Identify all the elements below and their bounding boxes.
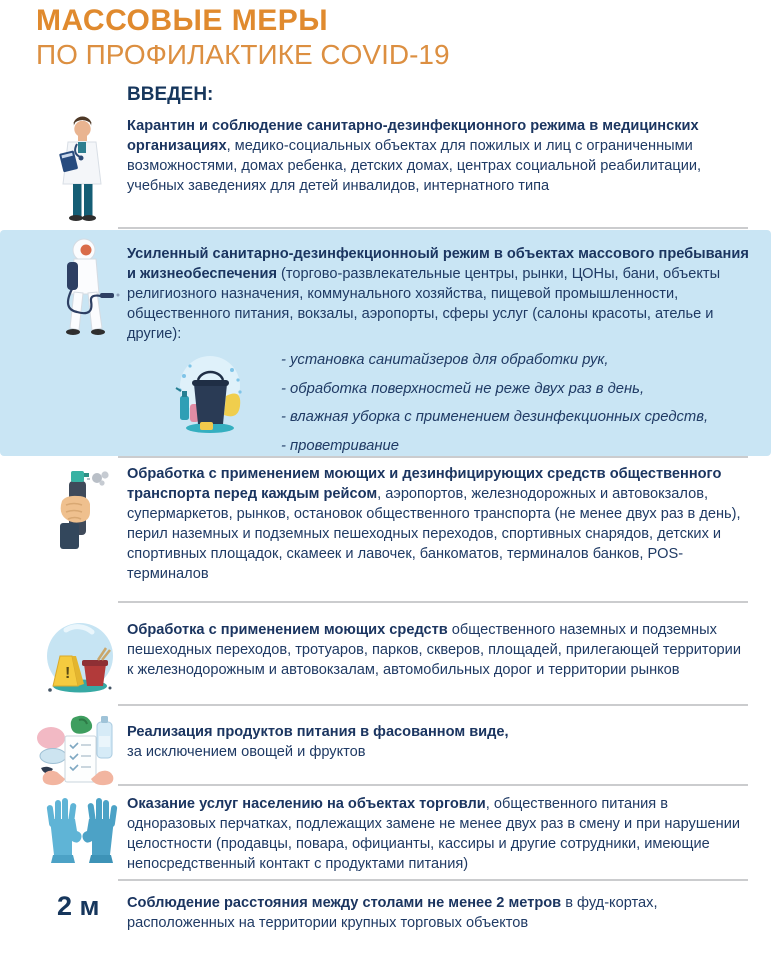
section-rest: за исключением овощей и фруктов: [127, 744, 366, 760]
section-rest: , общественного питания в одноразовых перчатках, подлежащих замене не менее двух раз в смену и при нарушении целостности (продавцы, повара, официанты, кассиры и другие сотрудники, имеющие непосредственный контакт с продуктами питания): [127, 796, 741, 872]
section-divider: [118, 879, 748, 881]
section-bold: Соблюдение расстояния между столами не менее 2 метров: [127, 895, 562, 911]
bullet-item: - влажная уборка с применением дезинфекционных средств,: [281, 409, 709, 425]
section-divider: [118, 601, 748, 603]
section-bold: Усиленный санитарно-дезинфекционноый режим в объектах массового пребывания и жизнеобеспечения: [127, 246, 749, 282]
section-divider: [118, 784, 748, 786]
distance-label: 2 м: [57, 891, 100, 921]
section-bold: Оказание услуг населению на объектах торговли: [127, 796, 486, 812]
section-text-quarantine: [127, 116, 749, 196]
section-bold: Карантин и соблюдение санитарно-дезинфекционного режима в медицинских организациях: [127, 118, 699, 154]
section-text-gloves: [127, 794, 749, 874]
spray-can-icon: [40, 465, 116, 557]
gloves-icon: [44, 797, 120, 871]
bullet-item: - установка санитайзеров для обработки рук,: [281, 352, 609, 368]
section-divider: [118, 704, 748, 706]
wet-floor-sign-icon: [38, 618, 122, 704]
section-bold: Реализация продуктов питания в фасованном виде,: [127, 724, 509, 740]
bullet-item: - проветривание: [281, 437, 399, 454]
doctor-icon: [44, 116, 120, 226]
section-rest: , медико-социальных объектах для пожилых и лиц с ограниченными возможностями, домах ребенка, детских домах, центрах социальной реабилитации, учебных заведениях для детей инвалидов, интернатного типа: [127, 138, 702, 194]
section-rest: , аэропортов, железнодорожных и автовокзалов, супермаркетов, рынков, остановок общественного транспорта (не менее двух раз в день), перил наземных и подземных пешеходных переходов, спортивных снарядов, детских и спортивных площадок, скамеек и лавочек, банкоматов, терминалов банков, POS-терминалов: [127, 486, 741, 582]
page-title: МАССОВЫЕ МЕРЫ: [36, 4, 329, 37]
section-rest: в фуд-кортах, расположенных на территории крупных торговых объектов: [127, 895, 658, 931]
section-text-public-areas: [127, 620, 749, 680]
groceries-checklist-icon: [33, 712, 125, 790]
svg-text:!: !: [65, 665, 71, 682]
section-text-transport: [127, 464, 749, 584]
bullet-item: - обработка поверхностей не реже двух раз в день,: [281, 380, 645, 397]
section-text-packaged-food: [127, 722, 749, 762]
intro-label: ВВЕДЕН:: [127, 84, 214, 105]
cleaning-bucket-icon: [170, 350, 250, 446]
section-bold: Обработка с применением моющих и дезинфицирующих средств общественного транспорта перед каждым рейсом: [127, 466, 722, 502]
section-text-enhanced-regime: [127, 244, 749, 344]
bullet-list: [281, 351, 741, 465]
section-rest: (торгово-развлекательные центры, рынки, ЦОНы, бани, объекты религиозного назначения, коммунального хозяйства, пищевой промышленности, общественного питания, вокзалы, аэропорты, сферы услуг (салоны красоты, ателье и другие):: [127, 266, 721, 342]
section-rest: общественного наземных и подземных пешеходных переходов, тротуаров, парков, скверов, площадей, прилегающей территории к железнодорожным и автовокзалам, автомобильных дорог и территории рынков: [127, 622, 741, 678]
page-subtitle: ПО ПРОФИЛАКТИКЕ COVID-19: [36, 39, 450, 70]
section-bold: Обработка с применением моющих средств: [127, 622, 448, 638]
section-divider: [118, 227, 748, 229]
section-text-distance: [127, 893, 749, 933]
disinfector-icon: [44, 237, 126, 337]
